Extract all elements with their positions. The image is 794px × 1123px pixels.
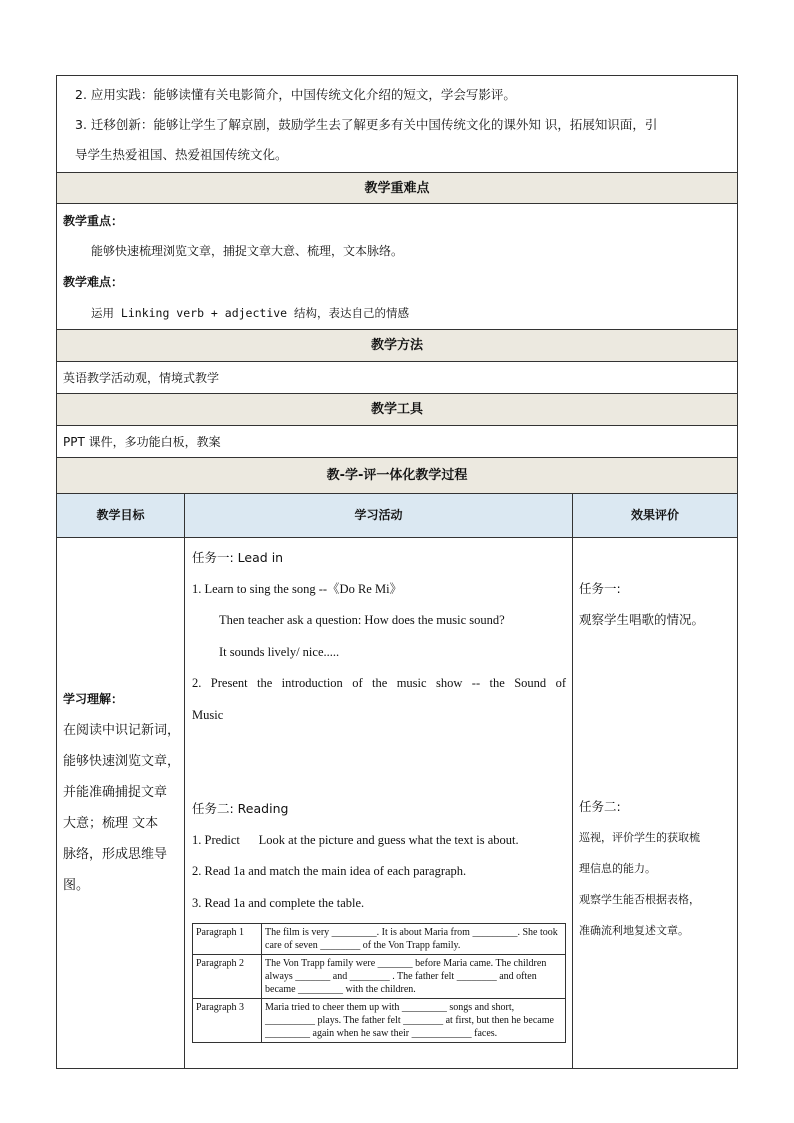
process-column-headers xyxy=(56,494,738,538)
paragraph-label: Paragraph 2 xyxy=(193,955,262,999)
task2-title: 任务二: Reading xyxy=(192,801,289,816)
goal-cell xyxy=(57,538,185,1068)
process-heading: 教-学-评一体化教学过程 xyxy=(56,458,738,494)
difficulty-text: 运用 Linking verb + adjective 结构，表达自己的情感 xyxy=(91,306,410,320)
task1-item: Music xyxy=(192,707,224,722)
paragraph-label: Paragraph 1 xyxy=(193,924,262,955)
goal-line: 并能准确捕捉文章 xyxy=(63,785,168,800)
objectives-continued xyxy=(56,75,738,173)
paragraph-blank-text: The Von Trapp family were _______ before Maria came. The children always _______ and ________ . The father felt ________ and often became _________ with the children. xyxy=(262,955,566,999)
difficulty-label: 教学难点： xyxy=(63,275,124,289)
eval2-line: 观察学生能否根据表格， xyxy=(579,893,700,906)
paragraph-blank-text: The film is very _________. It is about Maria from _________. She took care of seven ________ of the Von Trapp family. xyxy=(262,924,566,955)
evaluation-cell xyxy=(573,538,737,1068)
key-points-heading: 教学重难点 xyxy=(56,173,738,204)
paragraph-blank-text: Maria tried to cheer them up with _________ songs and short, __________ plays. The father felt ________ at first, but then he became _________ again when he saw their ____________ faces. xyxy=(262,999,566,1043)
eval1-title: 任务一: xyxy=(579,581,621,596)
objective-3: 3. 迁移创新：能够让学生了解京剧，鼓励学生去了解更多有关中国传统文化的课外知 识，拓展知识面，引 xyxy=(75,117,658,132)
task1-item: 2. Present the introduction of the music show -- the Sound of xyxy=(192,676,566,690)
col-header-goals: 教学目标 xyxy=(57,494,185,537)
tools-text: PPT 课件，多功能白板，教案 xyxy=(56,426,738,458)
focus-label: 教学重点： xyxy=(63,214,124,228)
goal-line: 在阅读中识记新词， xyxy=(63,723,181,738)
task2-item: 2. Read 1a and match the main idea of each paragraph. xyxy=(192,864,467,878)
eval2-title: 任务二: xyxy=(579,799,621,814)
lesson-plan-table xyxy=(56,75,738,1069)
task1-item: 1. Learn to sing the song --《Do Re Mi》 xyxy=(192,581,403,596)
task1-item: It sounds lively/ nice..... xyxy=(219,644,340,659)
col-header-evaluation: 效果评价 xyxy=(573,494,737,537)
paragraph-label: Paragraph 3 xyxy=(193,999,262,1043)
key-points-body xyxy=(56,204,738,330)
process-body-row xyxy=(56,538,738,1069)
table-row xyxy=(193,924,566,955)
goal-line: 图。 xyxy=(63,878,90,893)
table-row xyxy=(193,955,566,999)
focus-text: 能够快速梳理浏览文章，捕捉文章大意、梳理，文本脉络。 xyxy=(91,244,404,258)
complete-table xyxy=(192,923,566,1043)
task2-item: 1. Predict Look at the picture and guess what the text is about. xyxy=(192,832,519,847)
eval2-line: 巡视，评价学生的获取梳 xyxy=(579,831,700,844)
table-row xyxy=(193,999,566,1043)
methods-heading: 教学方法 xyxy=(56,330,738,362)
eval2-line: 理信息的能力。 xyxy=(579,862,656,875)
task2-item: 3. Read 1a and complete the table. xyxy=(192,895,365,910)
tools-heading: 教学工具 xyxy=(56,394,738,426)
goal-line: 脉络，形成思维导 xyxy=(63,847,168,862)
goal-line: 能够快速浏览文章， xyxy=(63,754,181,769)
eval1-text: 观察学生唱歌的情况。 xyxy=(579,612,705,627)
task1-item: Then teacher ask a question: How does the music sound? xyxy=(219,613,505,627)
task1-title: 任务一: Lead in xyxy=(192,550,284,565)
objective-3-cont: 导学生热爱祖国、热爱祖国传统文化。 xyxy=(75,147,288,162)
methods-text: 英语教学活动观，情境式教学 xyxy=(56,362,738,394)
objective-2: 2. 应用实践：能够读懂有关电影简介，中国传统文化介绍的短文，学会写影评。 xyxy=(75,87,516,102)
goal-line: 大意；梳理 文本 xyxy=(63,816,159,831)
col-header-activities: 学习活动 xyxy=(185,494,573,537)
activities-cell xyxy=(185,538,573,1068)
eval2-line: 准确流利地复述文章。 xyxy=(579,924,689,937)
goal-label: 学习理解： xyxy=(63,692,124,706)
